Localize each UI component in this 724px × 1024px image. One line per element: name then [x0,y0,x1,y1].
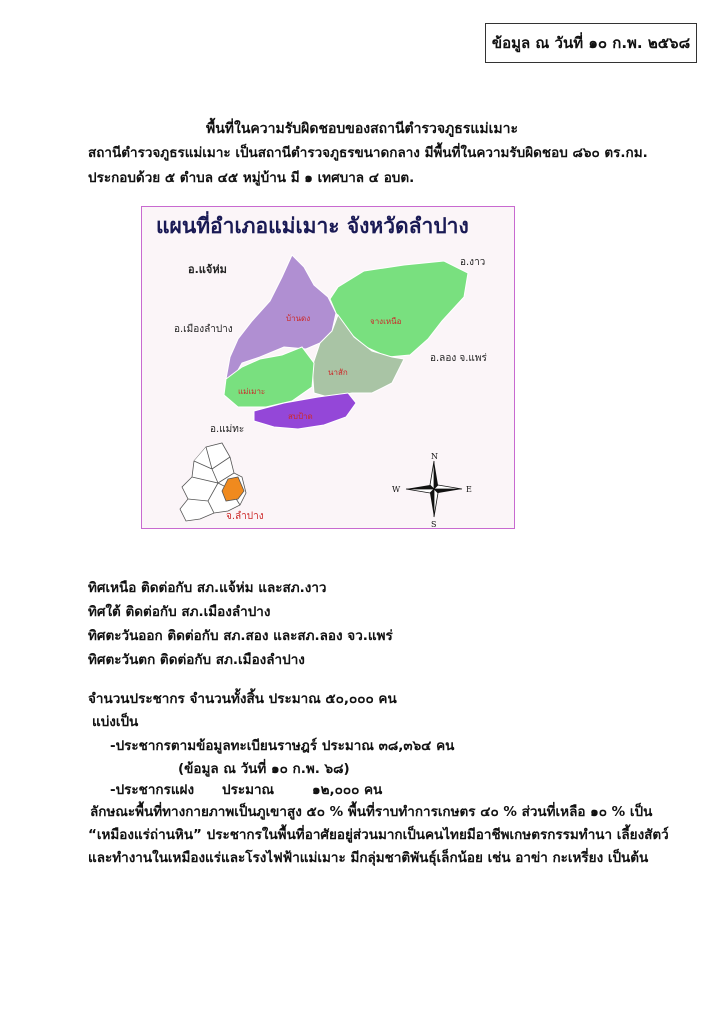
border-east: ทิศตะวันออก ติดต่อกับ สภ.สอง และสภ.ลอง จว.แพร่ [88,628,393,644]
label-ngao: อ.งาว [460,257,486,268]
label-mueang-lampang: อ.เมืองลำปาง [174,324,233,335]
page-title: พื้นที่ในความรับผิดชอบของสถานีตำรวจภูธรแม่เมาะ [206,121,518,137]
population-hidden-approx: ประมาณ [222,782,275,798]
border-south: ทิศใต้ ติดต่อกับ สภ.เมืองลำปาง [88,604,271,620]
intro-line-2: ประกอบด้วย ๕ ตำบล ๔๕ หมู่บ้าน มี ๑ เทศบาล ๔ อบต. [88,170,415,186]
label-chang-nuea: จางเหนือ [370,317,402,326]
population-registered: -ประชากรตามข้อมูลทะเบียนราษฎร์ ประมาณ ๓๘,๓๖๔ คน [110,738,455,754]
compass-e: E [466,485,472,494]
population-registered-note: (ข้อมูล ณ วันที่ ๑๐ ก.พ. ๖๘) [178,761,350,777]
label-mae-mo: แม่เมาะ [238,387,266,396]
label-sop-pat: สบป้าด [288,412,313,421]
terrain-line-3: และทำงานในเหมืองแร่และโรงไฟฟ้าแม่เมาะ มีกลุ่มชาติพันธุ์เล็กน้อย เช่น อาข่า กะเหรี่ยง เป็นต้น [88,850,649,866]
date-text: ข้อมูล ณ วันที่ ๑๐ ก.พ. ๒๕๖๘ [491,34,691,52]
district-map-svg [142,207,513,527]
compass-icon [392,452,472,527]
population-hidden-value: ๑๒,๐๐๐ คน [312,782,383,798]
compass-n: N [431,452,438,461]
label-na-sak: นาสัก [328,368,348,377]
population-total: จำนวนประชากร จำนวนทั้งสิ้น ประมาณ ๕๐,๐๐๐ คน [88,691,397,707]
compass-w: W [392,485,401,494]
label-ban-dong: บ้านดง [286,314,311,323]
compass-s: S [431,520,437,527]
border-west: ทิศตะวันตก ติดต่อกับ สภ.เมืองลำปาง [88,652,305,668]
terrain-line-2: “เหมืองแร่ถ่านหิน” ประชากรในพื้นที่อาศัยอยู่ส่วนมากเป็นคนไทยมีอาชีพเกษตรกรรมทำนา เลี้ยงสัตว์ [88,827,669,843]
district-map [141,206,515,529]
terrain-line-1: ลักษณะพื้นที่ทางกายภาพเป็นภูเขาสูง ๕๐ % พื้นที่ราบทำการเกษตร ๔๐ % ส่วนที่เหลือ ๑๐ % เป็น [90,804,653,820]
label-long: อ.ลอง จ.แพร่ [430,353,487,364]
label-mae-tha: อ.แม่ทะ [210,424,245,435]
label-chae-hom: อ.แจ้ห่ม [188,263,227,276]
intro-line-1: สถานีตำรวจภูธรแม่เมาะ เป็นสถานีตำรวจภูธรขนาดกลาง มีพื้นที่ในความรับผิดชอบ ๘๖๐ ตร.กม. [88,145,648,161]
population-hidden-label: -ประชากรแฝง [110,782,195,798]
border-north: ทิศเหนือ ติดต่อกับ สภ.แจ้ห่ม และสภ.งาว [88,580,327,596]
population-divided: แบ่งเป็น [92,714,139,730]
date-box [485,23,697,63]
label-province: จ.ลำปาง [226,511,264,522]
map-title: แผนที่อำเภอแม่เมาะ จังหวัดลำปาง [156,214,469,238]
